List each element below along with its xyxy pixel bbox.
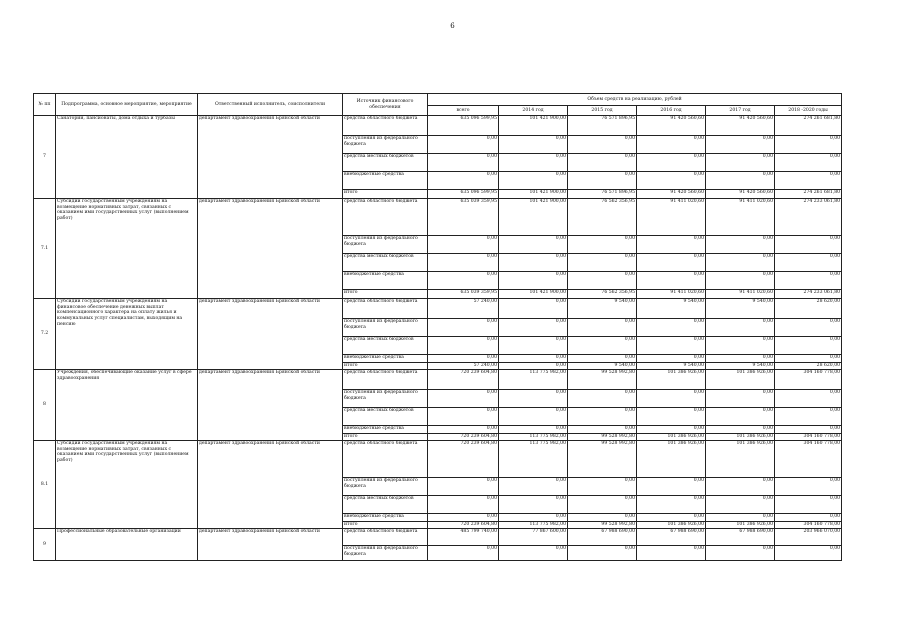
amount-cell: 0,00	[499, 408, 568, 426]
amount-cell: 76 562 356,95	[568, 290, 637, 299]
header-year: 2015 год	[568, 106, 637, 116]
table-row	[34, 529, 842, 546]
amount-cell: 0,00	[428, 154, 499, 172]
funding-source: итого	[343, 434, 428, 441]
funding-source: средства местных бюджетов	[343, 496, 428, 514]
amount-cell: 0,00	[775, 337, 842, 355]
amount-cell: 0,00	[775, 136, 842, 154]
amount-cell: 9 540,00	[568, 363, 637, 370]
amount-cell: 76 571 896,95	[568, 116, 637, 136]
amount-cell: 0,00	[499, 355, 568, 363]
funding-source: средства областного бюджета	[343, 116, 428, 136]
amount-cell: 0,00	[499, 172, 568, 190]
row-number: 9	[34, 529, 56, 561]
header-year: 2016 год	[637, 106, 706, 116]
amount-cell: 0,00	[499, 426, 568, 434]
amount-cell: 0,00	[706, 272, 775, 290]
amount-cell: 0,00	[706, 496, 775, 514]
program-name: Учреждения, обеспечивающие оказание услуг в сфере здравоохранения	[56, 370, 198, 441]
funding-source: средства местных бюджетов	[343, 154, 428, 172]
table-row	[34, 116, 842, 136]
amount-cell: 0,00	[428, 337, 499, 355]
amount-cell: 0,00	[499, 272, 568, 290]
amount-cell: 0,00	[637, 236, 706, 254]
funding-source: внебюджетные средства	[343, 514, 428, 522]
amount-cell: 0,00	[568, 390, 637, 408]
amount-cell: 99 528 992,80	[568, 441, 637, 478]
executor: департамент здравоохранения Брянской области	[198, 529, 343, 561]
amount-cell: 28 620,00	[775, 363, 842, 370]
amount-cell: 0,00	[775, 408, 842, 426]
amount-cell: 0,00	[428, 172, 499, 190]
amount-cell: 0,00	[428, 355, 499, 363]
amount-cell: 101 386 926,00	[637, 370, 706, 390]
amount-cell: 113 775 982,00	[499, 434, 568, 441]
amount-cell: 91 411 020,60	[706, 290, 775, 299]
amount-cell: 0,00	[637, 154, 706, 172]
amount-cell: 0,00	[428, 426, 499, 434]
executor: департамент здравоохранения Брянской области	[198, 370, 343, 441]
amount-cell: 101 386 926,00	[706, 522, 775, 529]
amount-cell: 485 799 740,00	[428, 529, 499, 546]
funding-source: средства местных бюджетов	[343, 254, 428, 272]
amount-cell: 91 411 020,60	[637, 290, 706, 299]
amount-cell: 0,00	[428, 514, 499, 522]
amount-cell: 0,00	[428, 408, 499, 426]
amount-cell: 0,00	[706, 390, 775, 408]
amount-cell: 91 411 020,60	[706, 199, 775, 236]
program-name: Субсидии государственным учреждениям на возмещение нормативных затрат, связанных с оказанием ими государственных услуг (выполнением работ)	[56, 441, 198, 529]
amount-cell: 67 988 690,00	[568, 529, 637, 546]
amount-cell: 274 233 061,80	[775, 199, 842, 236]
amount-cell: 0,00	[706, 514, 775, 522]
amount-cell: 0,00	[706, 172, 775, 190]
amount-cell: 0,00	[706, 136, 775, 154]
amount-cell: 0,00	[637, 136, 706, 154]
amount-cell: 0,00	[499, 337, 568, 355]
amount-cell: 0,00	[499, 363, 568, 370]
header-year: 2017 год	[706, 106, 775, 116]
header-executor: Ответственный исполнитель, соисполнители	[198, 94, 343, 116]
funding-source: внебюджетные средства	[343, 172, 428, 190]
amount-cell: 0,00	[428, 496, 499, 514]
amount-cell: 76 571 896,95	[568, 190, 637, 199]
page-number: 6	[450, 22, 455, 30]
amount-cell: 91 411 020,60	[637, 199, 706, 236]
funding-source: средства областного бюджета	[343, 299, 428, 319]
amount-cell: 101 386 926,00	[706, 434, 775, 441]
header-year: 2014 год	[499, 106, 568, 116]
amount-cell: 0,00	[428, 546, 499, 561]
amount-cell: 0,00	[499, 154, 568, 172]
amount-cell: 77 867 600,00	[499, 529, 568, 546]
amount-cell: 9 540,00	[568, 299, 637, 319]
amount-cell: 635 096 599,95	[428, 116, 499, 136]
amount-cell: 0,00	[706, 355, 775, 363]
amount-cell: 0,00	[428, 272, 499, 290]
amount-cell: 274 261 681,80	[775, 116, 842, 136]
amount-cell: 57 240,00	[428, 363, 499, 370]
amount-cell: 0,00	[568, 254, 637, 272]
funding-source: поступления из федерального бюджета	[343, 546, 428, 561]
amount-cell: 0,00	[775, 496, 842, 514]
funding-source: средства областного бюджета	[343, 529, 428, 546]
funding-source: средства местных бюджетов	[343, 408, 428, 426]
program-name: Санатории, пансионаты, дома отдыха и турбазы	[56, 116, 198, 199]
amount-cell: 0,00	[706, 478, 775, 496]
amount-cell: 101 386 926,00	[637, 522, 706, 529]
table-row	[34, 441, 842, 478]
budget-table	[33, 93, 842, 561]
amount-cell: 0,00	[775, 319, 842, 337]
amount-cell: 91 420 560,60	[637, 116, 706, 136]
table-body	[34, 116, 842, 561]
amount-cell: 0,00	[637, 514, 706, 522]
amount-cell: 635 039 359,95	[428, 290, 499, 299]
amount-cell: 274 233 061,80	[775, 290, 842, 299]
amount-cell: 720 239 604,80	[428, 370, 499, 390]
row-number: 7.2	[34, 299, 56, 370]
amount-cell: 720 239 604,80	[428, 522, 499, 529]
executor: департамент здравоохранения Брянской области	[198, 441, 343, 529]
amount-cell: 0,00	[499, 236, 568, 254]
table-row	[34, 299, 842, 319]
amount-cell: 0,00	[775, 254, 842, 272]
amount-cell: 0,00	[637, 496, 706, 514]
amount-cell: 0,00	[428, 236, 499, 254]
amount-cell: 91 420 560,60	[706, 190, 775, 199]
amount-cell: 0,00	[775, 514, 842, 522]
amount-cell: 720 239 604,80	[428, 441, 499, 478]
amount-cell: 0,00	[568, 408, 637, 426]
amount-cell: 0,00	[499, 319, 568, 337]
amount-cell: 101 386 926,00	[637, 441, 706, 478]
amount-cell: 0,00	[428, 254, 499, 272]
amount-cell: 0,00	[775, 426, 842, 434]
amount-cell: 0,00	[775, 546, 842, 561]
amount-cell: 0,00	[706, 319, 775, 337]
amount-cell: 0,00	[637, 478, 706, 496]
amount-cell: 0,00	[568, 319, 637, 337]
amount-cell: 99 528 992,80	[568, 370, 637, 390]
executor: департамент здравоохранения Брянской области	[198, 299, 343, 370]
amount-cell: 304 160 778,00	[775, 441, 842, 478]
amount-cell: 203 966 070,00	[775, 529, 842, 546]
amount-cell: 101 386 926,00	[637, 434, 706, 441]
funding-source: итого	[343, 290, 428, 299]
amount-cell: 0,00	[568, 355, 637, 363]
amount-cell: 9 540,00	[637, 299, 706, 319]
amount-cell: 0,00	[637, 337, 706, 355]
amount-cell: 101 421 900,00	[499, 199, 568, 236]
amount-cell: 101 421 900,00	[499, 290, 568, 299]
amount-cell: 0,00	[568, 172, 637, 190]
amount-cell: 0,00	[706, 546, 775, 561]
amount-cell: 0,00	[568, 426, 637, 434]
amount-cell: 0,00	[568, 514, 637, 522]
amount-cell: 0,00	[568, 546, 637, 561]
amount-cell: 0,00	[499, 496, 568, 514]
header-amount-group: Объем средств на реализацию, рублей	[428, 94, 842, 106]
funding-source: внебюджетные средства	[343, 426, 428, 434]
amount-cell: 67 988 690,00	[706, 529, 775, 546]
amount-cell: 0,00	[706, 154, 775, 172]
amount-cell: 101 386 926,00	[706, 441, 775, 478]
amount-cell: 0,00	[499, 546, 568, 561]
amount-cell: 0,00	[568, 478, 637, 496]
amount-cell: 0,00	[637, 546, 706, 561]
amount-cell: 0,00	[637, 355, 706, 363]
funding-source: средства областного бюджета	[343, 370, 428, 390]
amount-cell: 0,00	[568, 154, 637, 172]
amount-cell: 0,00	[568, 236, 637, 254]
table-row	[34, 199, 842, 236]
amount-cell: 0,00	[637, 272, 706, 290]
header-year: 2018 -2020 годы	[775, 106, 842, 116]
header-no: № пп	[34, 94, 56, 116]
amount-cell: 635 096 599,95	[428, 190, 499, 199]
amount-cell: 0,00	[499, 299, 568, 319]
amount-cell: 99 528 992,80	[568, 522, 637, 529]
funding-source: внебюджетные средства	[343, 272, 428, 290]
amount-cell: 0,00	[499, 478, 568, 496]
amount-cell: 101 421 900,00	[499, 116, 568, 136]
funding-source: средства областного бюджета	[343, 199, 428, 236]
funding-source: поступления из федерального бюджета	[343, 319, 428, 337]
amount-cell: 0,00	[499, 390, 568, 408]
row-number: 7.1	[34, 199, 56, 299]
amount-cell: 0,00	[775, 236, 842, 254]
amount-cell: 0,00	[775, 154, 842, 172]
amount-cell: 76 562 356,95	[568, 199, 637, 236]
amount-cell: 0,00	[499, 254, 568, 272]
amount-cell: 0,00	[568, 337, 637, 355]
funding-source: средства местных бюджетов	[343, 337, 428, 355]
amount-cell: 0,00	[706, 254, 775, 272]
amount-cell: 0,00	[775, 478, 842, 496]
program-name: Субсидии государственным учреждениям на возмещение нормативных затрат, связанных с оказанием ими государственных услуг (выполнением работ)	[56, 199, 198, 299]
amount-cell: 0,00	[637, 172, 706, 190]
amount-cell: 0,00	[706, 426, 775, 434]
amount-cell: 0,00	[568, 496, 637, 514]
amount-cell: 0,00	[637, 426, 706, 434]
amount-cell: 0,00	[499, 514, 568, 522]
row-number: 7	[34, 116, 56, 199]
program-name: Субсидии государственным учреждениям на финансовое обеспечение денежных выплат компенсационного характера на оплату жилья и коммунальных услуг специалистам, выходящим на пенсию	[56, 299, 198, 370]
funding-source: итого	[343, 363, 428, 370]
amount-cell: 113 775 982,00	[499, 522, 568, 529]
amount-cell: 274 261 681,80	[775, 190, 842, 199]
funding-source: поступления из федерального бюджета	[343, 478, 428, 496]
executor: департамент здравоохранения Брянской области	[198, 199, 343, 299]
amount-cell: 304 160 778,00	[775, 370, 842, 390]
amount-cell: 0,00	[428, 390, 499, 408]
amount-cell: 304 160 778,00	[775, 434, 842, 441]
amount-cell: 0,00	[775, 390, 842, 408]
amount-cell: 635 039 359,95	[428, 199, 499, 236]
amount-cell: 0,00	[428, 319, 499, 337]
amount-cell: 304 160 778,00	[775, 522, 842, 529]
amount-cell: 0,00	[428, 478, 499, 496]
funding-source: итого	[343, 190, 428, 199]
funding-source: поступления из федерального бюджета	[343, 136, 428, 154]
amount-cell: 0,00	[428, 136, 499, 154]
amount-cell: 0,00	[637, 319, 706, 337]
amount-cell: 57 240,00	[428, 299, 499, 319]
table-row	[34, 370, 842, 390]
funding-source: средства областного бюджета	[343, 441, 428, 478]
amount-cell: 67 988 690,00	[637, 529, 706, 546]
funding-source: итого	[343, 522, 428, 529]
funding-source: поступления из федерального бюджета	[343, 236, 428, 254]
amount-cell: 91 420 560,60	[706, 116, 775, 136]
amount-cell: 0,00	[775, 272, 842, 290]
amount-cell: 0,00	[499, 136, 568, 154]
amount-cell: 0,00	[706, 337, 775, 355]
amount-cell: 0,00	[637, 254, 706, 272]
amount-cell: 720 239 604,80	[428, 434, 499, 441]
amount-cell: 9 540,00	[706, 363, 775, 370]
amount-cell: 0,00	[568, 272, 637, 290]
program-name: Профессиональные образовательные организации	[56, 529, 198, 561]
amount-cell: 91 420 560,60	[637, 190, 706, 199]
amount-cell: 9 540,00	[706, 299, 775, 319]
header-program: Подпрограмма, основное мероприятие, мероприятие	[56, 94, 198, 116]
amount-cell: 0,00	[568, 136, 637, 154]
amount-cell: 113 775 982,00	[499, 370, 568, 390]
amount-cell: 101 421 900,00	[499, 190, 568, 199]
amount-cell: 0,00	[775, 172, 842, 190]
header-source: Источник финансового обеспечения	[343, 94, 428, 116]
amount-cell: 0,00	[637, 390, 706, 408]
amount-cell: 113 775 982,00	[499, 441, 568, 478]
funding-source: поступления из федерального бюджета	[343, 390, 428, 408]
funding-source: внебюджетные средства	[343, 355, 428, 363]
amount-cell: 0,00	[706, 408, 775, 426]
amount-cell: 0,00	[706, 236, 775, 254]
amount-cell: 9 540,00	[637, 363, 706, 370]
row-number: 8.1	[34, 441, 56, 529]
row-number: 8	[34, 370, 56, 441]
amount-cell: 99 528 992,80	[568, 434, 637, 441]
header-year: всего	[428, 106, 499, 116]
amount-cell: 28 620,00	[775, 299, 842, 319]
amount-cell: 0,00	[775, 355, 842, 363]
amount-cell: 101 386 926,00	[706, 370, 775, 390]
executor: департамент здравоохранения Брянской области	[198, 116, 343, 199]
amount-cell: 0,00	[637, 408, 706, 426]
